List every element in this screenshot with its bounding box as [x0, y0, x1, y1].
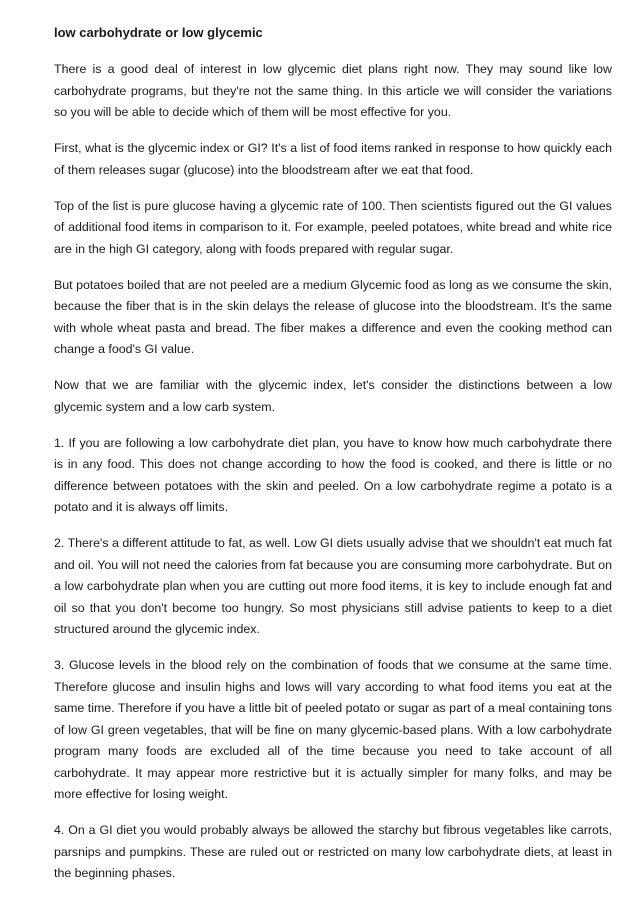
paragraph-potato-fiber: But potatoes boiled that are not peeled are a medium Glycemic food as long as we consume the skin, because the fiber that is in the skin delays the release of glucose into the bloodstream. It's the same with whole wheat pasta and bread. The fiber makes a difference and even the cooking method can change a food's GI value.: [54, 277, 612, 356]
paragraph-gi-definition: First, what is the glycemic index or GI? It's a list of food items ranked in response to how quickly each of them releases sugar (glucose) into the bloodstream after we eat that food.: [54, 141, 612, 177]
paragraph-point-3: 3. Glucose levels in the blood rely on the combination of foods that we consume at the same time. Therefore glucose and insulin highs and lows will vary according to what food items you eat at the same time. Therefore if you have a little bit of peeled potato or sugar as part of a meal containing tons of low GI green vegetables, that will be fine on many glycemic-based plans. With a low carbohydrate program many foods are excluded all of the time because you need to take account of all carbohydrate. It may appear more restrictive but it is actually simpler for many folks, and may be more effective for losing weight.: [54, 658, 612, 801]
paragraph-intro: There is a good deal of interest in low glycemic diet plans right now. They may sound like low carbohydrate programs, but they're not the same thing. In this article we will consider the variations so you will be able to decide which of them will be most effective for you.: [54, 62, 612, 119]
paragraph-distinctions: Now that we are familiar with the glycemic index, let's consider the distinctions between a low glycemic system and a low carb system.: [54, 378, 612, 414]
paragraph-glucose-scale: Top of the list is pure glucose having a glycemic rate of 100. Then scientists figured out the GI values of additional food items in comparison to it. For example, peeled potatoes, white bread and white rice are in the high GI category, along with foods prepared with regular sugar.: [54, 198, 612, 256]
document-title: low carbohydrate or low glycemic: [54, 25, 263, 40]
paragraph-point-2: 2. There's a different attitude to fat, as well. Low GI diets usually advise that we shouldn't eat much fat and oil. You will not need the calories from fat because you are consuming more carbohydrate. But on a low carbohydrate plan when you are cutting out more food items, it is key to include enough fat and oil so that you don't become too hungry. So most physicians still advise patients to keep to a diet structured around the glycemic index.: [54, 536, 612, 636]
paragraph-point-1: 1. If you are following a low carbohydrate diet plan, you have to know how much carbohydrate there is in any food. This does not change according to how the food is cooked, and there is little or no difference between potatoes with the skin and peeled. On a low carbohydrate regime a potato is a potato and it is always off limits.: [54, 435, 612, 514]
paragraph-point-4: 4. On a GI diet you would probably always be allowed the starchy but fibrous vegetables like carrots, parsnips and pumpkins. These are ruled out or restricted on many low carbohydrate diets, at least in the beginning phases.: [54, 823, 612, 880]
